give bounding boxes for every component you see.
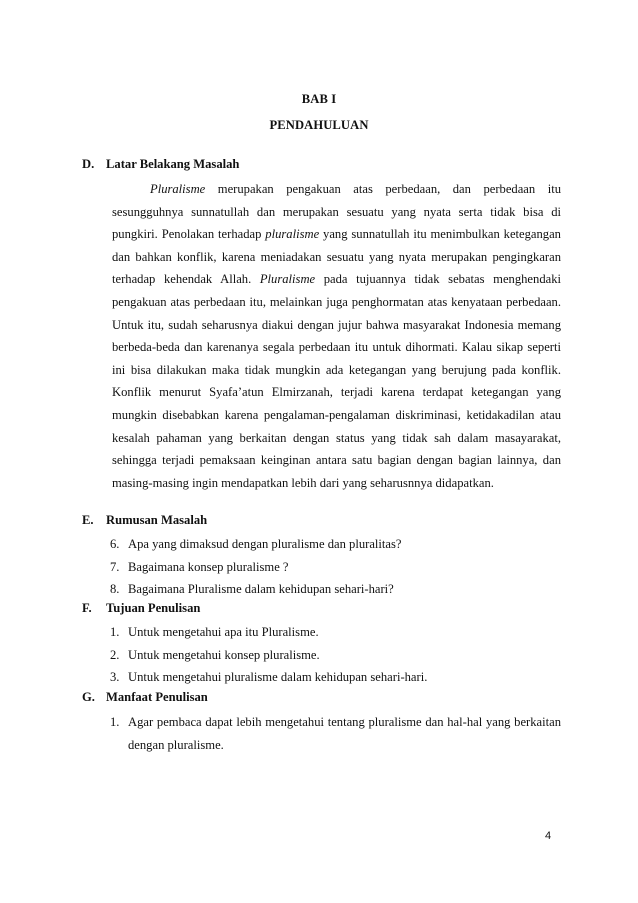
list-text: Untuk mengetahui pluralisme dalam kehidupan sehari-hari. [128,670,428,685]
list-number: 1. [110,715,120,729]
paragraph-text: pada tujuannya tidak sebatas menghendaki pengakuan atas perbedaan itu, melainkan juga penghormatan atas kenyataan perbedaan. Untuk itu, sudah seharusnya diakui dengan jujur bahwa masyarakat Indonesia memang berbeda-beda dan karenanya segala perbedaan itu untuk dihormati. Kalau sikap seperti ini bisa dilakukan maka tidak mungkin ada ketegangan yang berujung pada konflik. Konflik menurut Syafa’atun Elmirzanah, terjadi karena terdapat ketegangan yang mungkin disebabkan karena pengalaman-pengalaman diskriminasi, ketidakadilan atau kesalah pahaman yang berkaitan dengan status yang tidak sah dalam masayarakat, sehingga terjadi pemaksaan keinginan antara satu bagian dengan bagian lainnya, dan masing-masing ingin mendapatkan lebih dari yang seharusnnya didapatkan. [112,272,561,490]
section-heading-tujuan-penulisan [82,601,200,616]
section-letter: G. [82,690,95,704]
section-letter: E. [82,513,94,527]
page-number: 4 [545,830,552,842]
list-item [98,621,561,644]
list-text: Apa yang dimaksud dengan pluralisme dan pluralitas? [128,537,402,551]
section-letter: F. [82,601,92,615]
list-number: 2. [110,647,120,662]
list-text: Untuk mengetahui apa itu Pluralisme. [128,625,319,639]
list-number: 1. [110,625,120,639]
list-item [98,666,561,689]
section-title: Rumusan Masalah [106,513,208,527]
list-number: 8. [110,582,120,597]
section-heading-latar-belakang [82,157,239,172]
background-paragraph [112,178,561,494]
section-heading-manfaat-penulisan [82,690,208,705]
section-title: Manfaat Penulisan [106,690,208,704]
list-text: Bagaimana konsep pluralisme ? [128,559,289,574]
list-number: 3. [110,670,120,685]
list-item [98,711,561,756]
section-title: Latar Belakang Masalah [106,157,240,171]
term-pluralisme: pluralisme [265,227,320,242]
chapter-label: BAB I [301,92,337,106]
list-text: Bagaimana Pluralisme dalam kehidupan sehari-hari? [128,582,394,597]
paragraph-text: merupakan pengakuan atas perbedaan, dan perbedaan itu sesungguhnya sunnatullah dan merupakan sesuatu yang nyata serta tidak bisa di pungkiri. Penolakan terhadap [112,182,561,242]
paragraph-text: yang sunnatullah itu menimbulkan ketegangan dan bahkan konflik, karena meniadakan sesuatu yang nyata merupakan pengingkaran terhadap kehendak Allah. [112,227,561,287]
term-pluralisme: Pluralisme [150,182,206,196]
benefits-list [98,711,561,756]
list-text: Untuk mengetahui konsep pluralisme. [128,647,320,662]
section-letter: D. [82,157,95,171]
chapter-title: PENDAHULUAN [269,118,369,132]
section-heading-rumusan-masalah [82,513,207,528]
term-pluralisme: Pluralisme [259,272,316,287]
list-item [98,556,561,579]
list-number: 7. [110,559,120,574]
list-number: 6. [110,537,120,551]
goals-list [98,621,561,689]
list-item [98,533,561,556]
problem-list [98,533,561,601]
list-item [98,578,561,601]
section-title: Tujuan Penulisan [106,601,201,615]
list-text: Agar pembaca dapat lebih mengetahui tentang pluralisme dan hal-hal yang berkaitan dengan pluralisme. [128,715,561,752]
list-item [98,644,561,667]
